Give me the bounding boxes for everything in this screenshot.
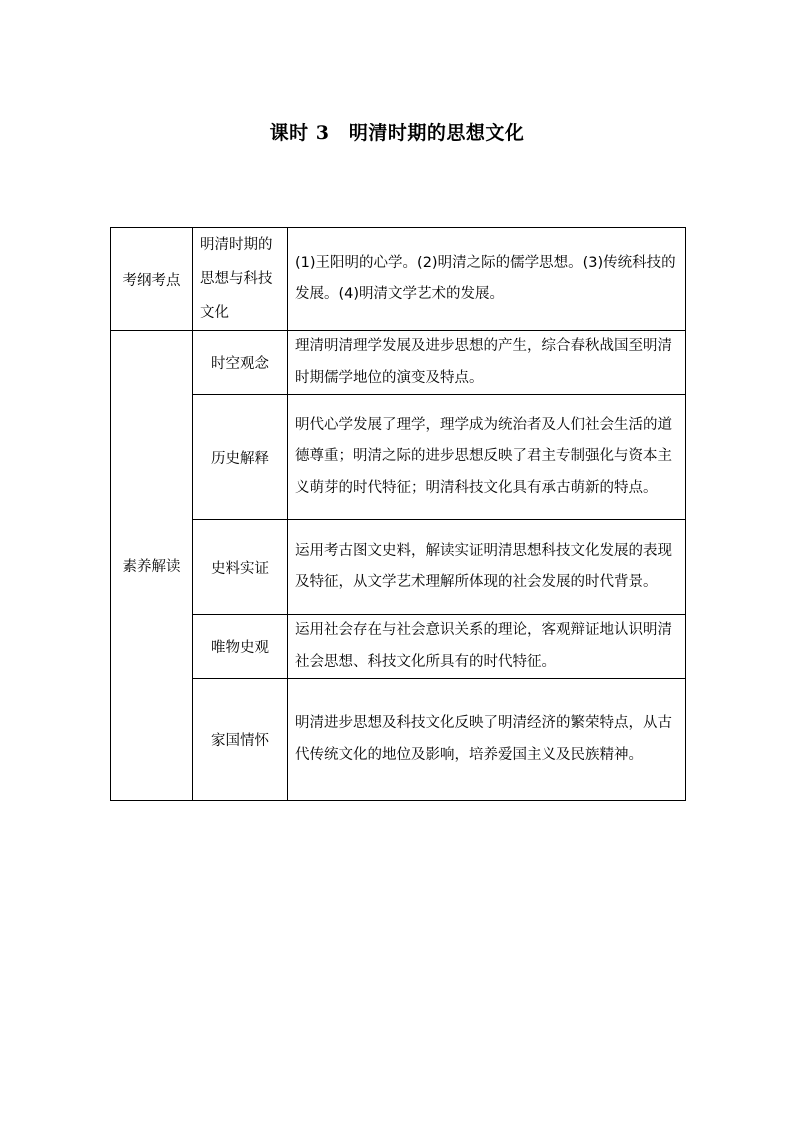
curriculum-table xyxy=(110,227,686,801)
row-name-weiwu: 唯物史观 xyxy=(193,615,288,679)
table-row-jiaguo xyxy=(111,679,686,801)
table-row-lishi xyxy=(111,395,686,520)
row-content-jiaguo: 明清进步思想及科技文化反映了明清经济的繁荣特点，从古代传统文化的地位及影响，培养爱国主义及民族精神。 xyxy=(288,679,686,801)
kaogang-topic: 明清时期的思想与科技文化 xyxy=(193,228,288,331)
page-title: 课时 3 明清时期的思想文化 xyxy=(269,122,525,144)
row-content-weiwu: 运用社会存在与社会意识关系的理论，客观辩证地认识明清社会思想、科技文化所具有的时代特征。 xyxy=(288,615,686,679)
row-name-jiaguo: 家国情怀 xyxy=(193,679,288,801)
row-content-lishi: 明代心学发展了理学，理学成为统治者及人们社会生活的道德尊重；明清之际的进步思想反映了君主专制强化与资本主义萌芽的时代特征；明清科技文化具有承古萌新的特点。 xyxy=(288,395,686,520)
table-row-kaogang xyxy=(111,228,686,331)
row-name-shiliao: 史料实证 xyxy=(193,520,288,615)
suyang-label: 素养解读 xyxy=(111,331,193,801)
kaogang-label: 考纲考点 xyxy=(111,228,193,331)
table-row-weiwu xyxy=(111,615,686,679)
table-row-shikong xyxy=(111,331,686,395)
row-content-shiliao: 运用考古图文史料，解读实证明清思想科技文化发展的表现及特征，从文学艺术理解所体现的社会发展的时代背景。 xyxy=(288,520,686,615)
row-name-lishi: 历史解释 xyxy=(193,395,288,520)
table-row-shiliao xyxy=(111,520,686,615)
kaogang-content: (1)王阳明的心学。(2)明清之际的儒学思想。(3)传统科技的发展。(4)明清文学艺术的发展。 xyxy=(288,228,686,331)
row-name-shikong: 时空观念 xyxy=(193,331,288,395)
row-content-shikong: 理清明清理学发展及进步思想的产生，综合春秋战国至明清时期儒学地位的演变及特点。 xyxy=(288,331,686,395)
